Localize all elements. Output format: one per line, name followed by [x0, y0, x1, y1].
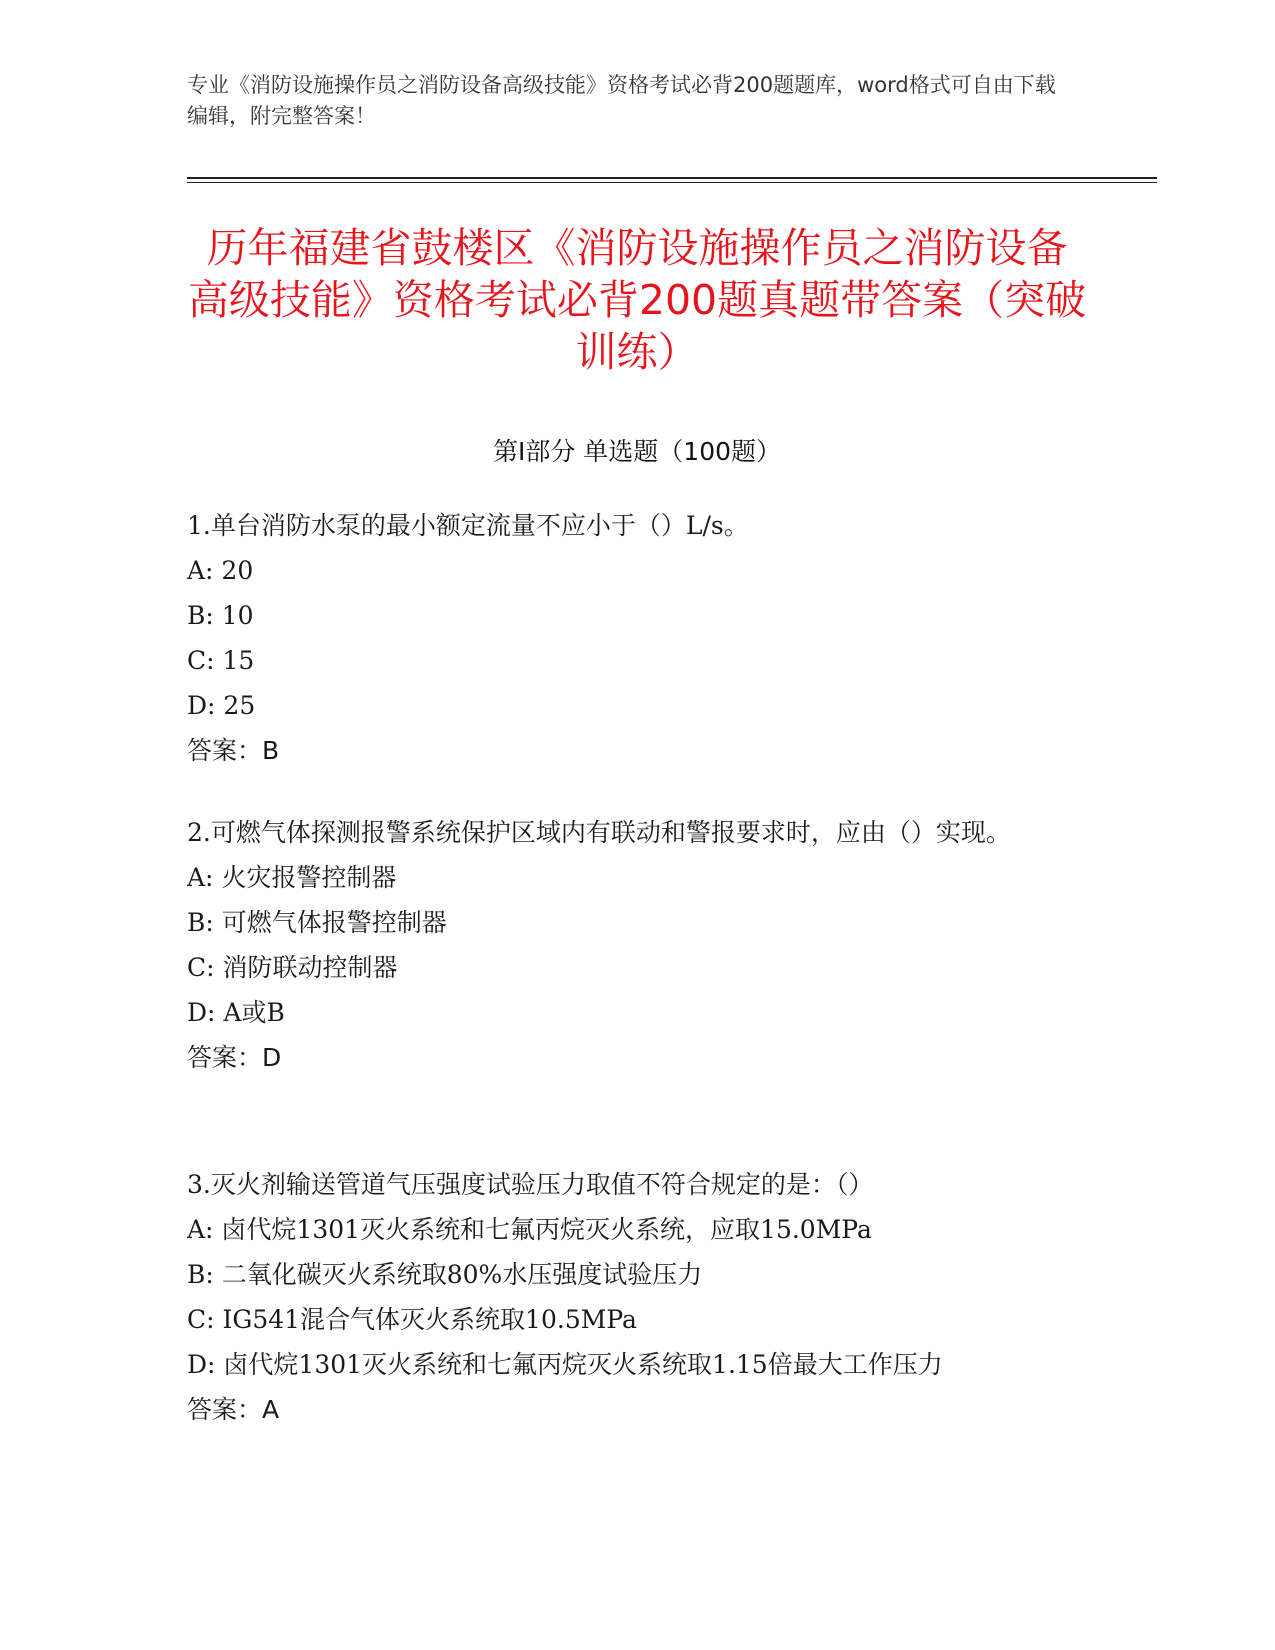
- option-b: B: 10: [187, 601, 254, 630]
- option-b: B: 二氧化碳灭火系统取80%水压强度试验压力: [187, 1260, 703, 1289]
- option-d: D: A或B: [187, 998, 285, 1027]
- section-title: 第Ⅰ部分 单选题（100题）: [492, 437, 782, 466]
- answer: 答案：A: [187, 1395, 280, 1424]
- question-stem: 2.可燃气体探测报警系统保护区域内有联动和警报要求时，应由（）实现。: [187, 818, 1011, 847]
- option-d: D: 卤代烷1301灭火系统和七氟丙烷灭火系统取1.15倍最大工作压力: [187, 1350, 943, 1379]
- question-2: [187, 810, 1087, 1080]
- document-title: 历年福建省鼓楼区《消防设施操作员之消防设备高级技能》资格考试必背200题真题带答案（突破训练）: [187, 224, 1087, 376]
- question-stem: 1.单台消防水泵的最小额定流量不应小于（）L/s。: [187, 511, 749, 540]
- header-divider-thick: [187, 177, 1157, 179]
- option-b: B: 可燃气体报警控制器: [187, 908, 447, 937]
- option-c: C: IG541混合气体灭火系统取10.5MPa: [187, 1305, 637, 1334]
- option-a: A: 卤代烷1301灭火系统和七氟丙烷灭火系统，应取15.0MPa: [187, 1215, 872, 1244]
- option-d: D: 25: [187, 691, 256, 720]
- option-a: A: 20: [187, 556, 254, 585]
- page-header: 专业《消防设施操作员之消防设备高级技能》资格考试必背200题题库，word格式可自由下载编辑，附完整答案！: [187, 73, 1056, 128]
- question-stem: 3.灭火剂输送管道气压强度试验压力取值不符合规定的是：（）: [187, 1170, 874, 1199]
- question-1: [187, 503, 1087, 773]
- header-divider-thin: [187, 182, 1157, 183]
- option-a: A: 火灾报警控制器: [187, 863, 397, 892]
- answer: 答案：B: [187, 736, 280, 765]
- option-c: C: 消防联动控制器: [187, 953, 398, 982]
- option-c: C: 15: [187, 646, 255, 675]
- answer: 答案：D: [187, 1043, 282, 1072]
- question-3: [187, 1162, 1087, 1432]
